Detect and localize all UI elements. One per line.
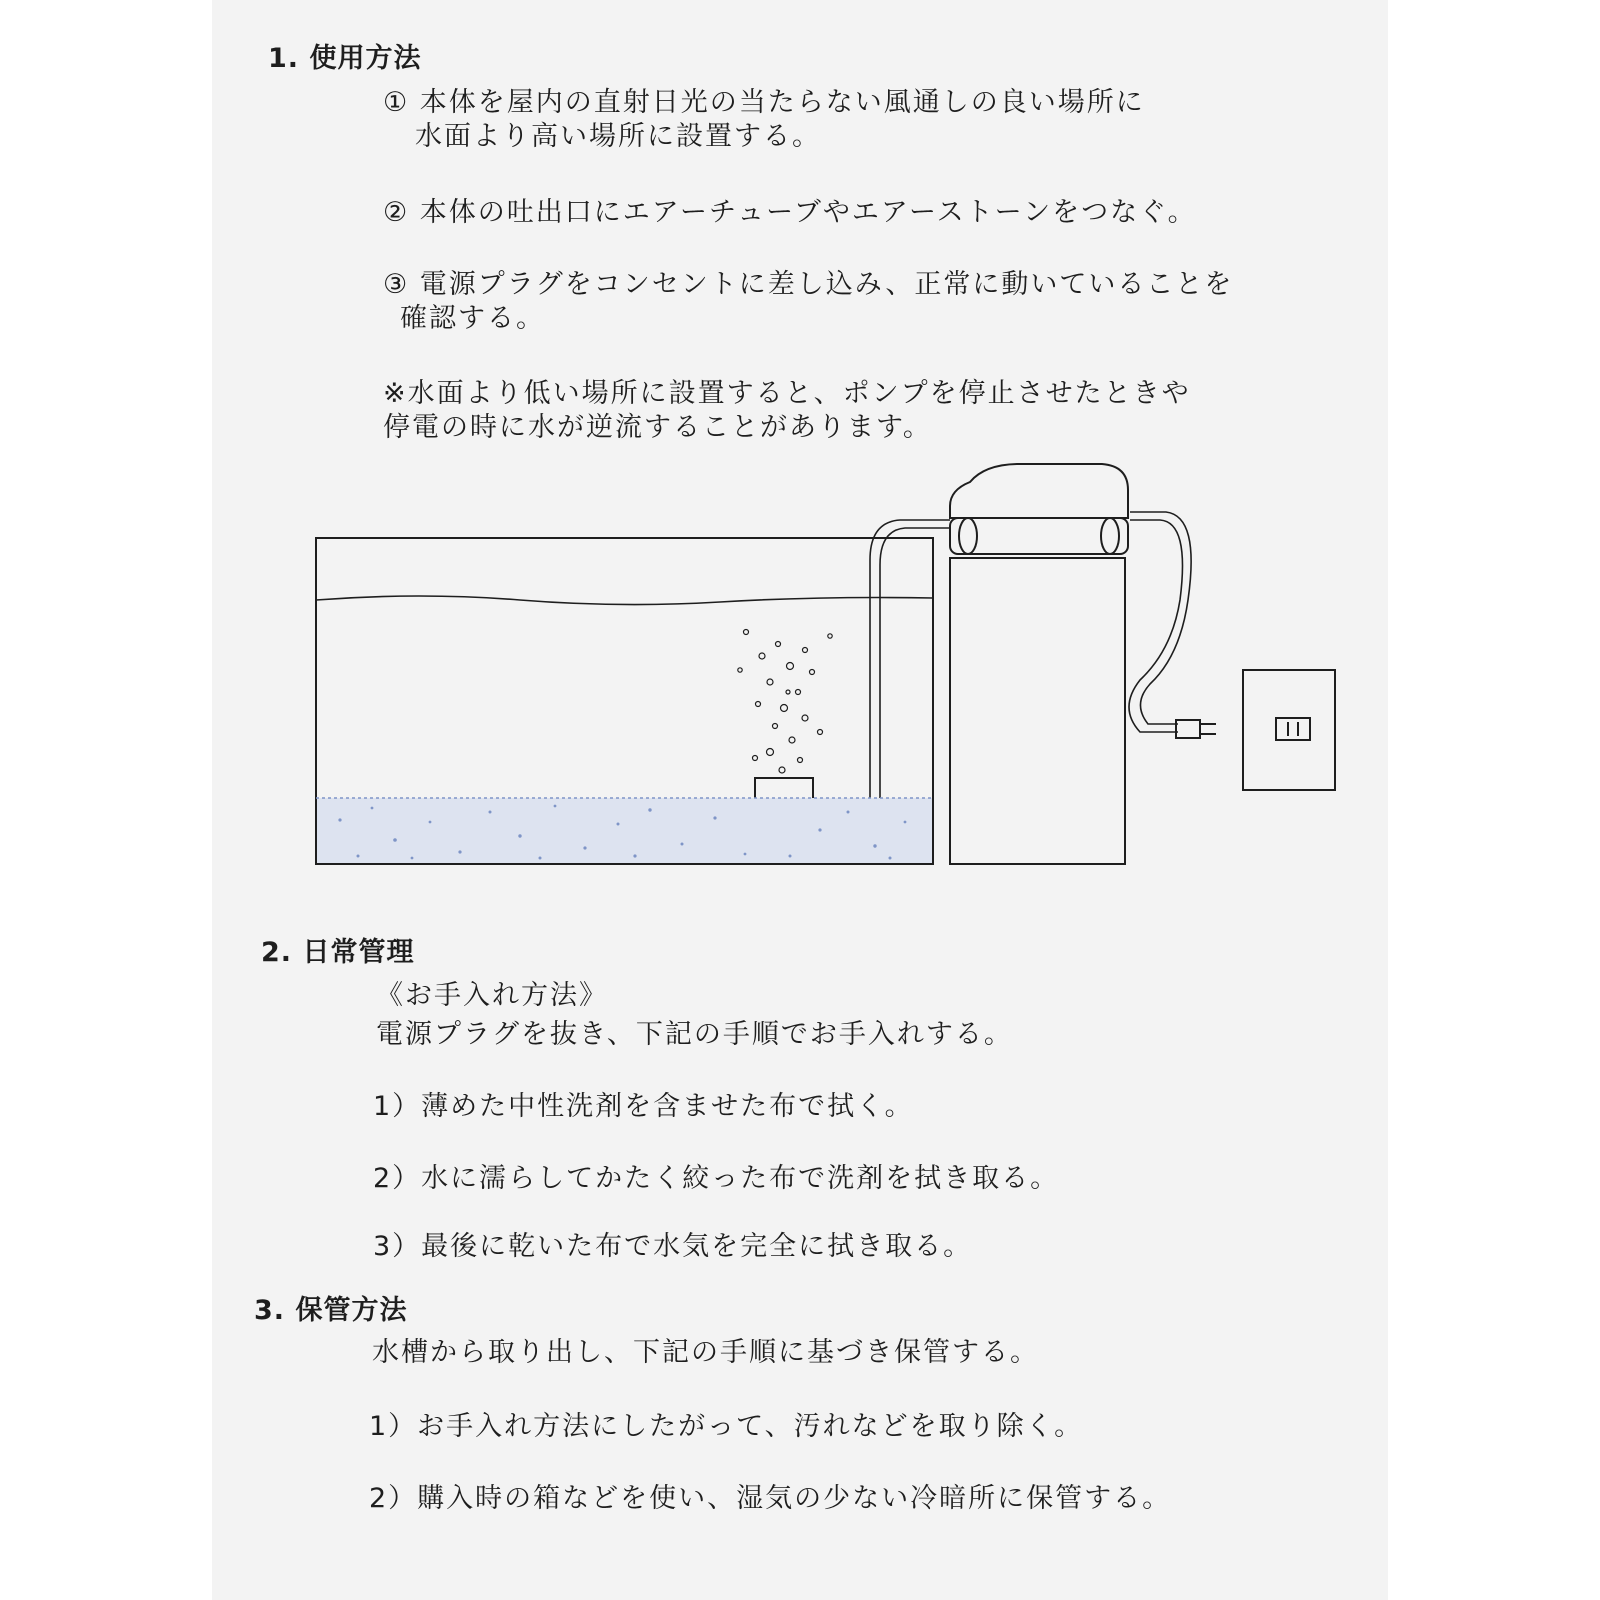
gravel-bed — [317, 798, 932, 863]
aquarium-air-pump-diagram — [300, 460, 1350, 880]
care-method-label: 《お手入れ方法》 — [376, 980, 608, 1011]
step-1-line-2: 水面より高い場所に設置する。 — [415, 121, 821, 152]
air-pump-body — [950, 464, 1128, 518]
storage-intro: 水槽から取り出し、下記の手順に基づき保管する。 — [372, 1337, 1039, 1368]
power-cord — [1129, 520, 1183, 732]
care-step-2: 2）水に濡らしてかたく絞った布で洗剤を拭き取る。 — [373, 1163, 1060, 1194]
section-3-heading: 3. 保管方法 — [254, 1295, 408, 1326]
step-3-line-1: ③ 電源プラグをコンセントに差し込み、正常に動いていることを — [383, 269, 1234, 300]
storage-step-2: 2）購入時の箱などを使い、湿気の少ない冷暗所に保管する。 — [369, 1483, 1172, 1514]
section-1-heading: 1. 使用方法 — [268, 43, 422, 74]
caution-line-1: ※水面より低い場所に設置すると、ポンプを停止させたときや — [383, 378, 1191, 409]
step-2-line: ② 本体の吐出口にエアーチューブやエアーストーンをつなぐ。 — [383, 197, 1197, 228]
step-1-line-1: ① 本体を屋内の直射日光の当たらない風通しの良い場所に — [383, 87, 1145, 118]
air-tube — [870, 520, 950, 800]
air-bubbles — [738, 630, 832, 774]
power-plug-icon — [1176, 720, 1200, 738]
caution-line-2: 停電の時に水が逆流することがあります。 — [383, 412, 932, 443]
care-step-1: 1）薄めた中性洗剤を含ませた布で拭く。 — [373, 1091, 914, 1122]
care-step-3: 3）最後に乾いた布で水気を完全に拭き取る。 — [373, 1231, 973, 1262]
stand-cabinet — [950, 558, 1125, 864]
water-surface — [316, 596, 933, 605]
section-2-heading: 2. 日常管理 — [261, 937, 415, 968]
step-3-line-2: 確認する。 — [400, 303, 545, 334]
storage-step-1: 1）お手入れ方法にしたがって、汚れなどを取り除く。 — [369, 1411, 1084, 1442]
care-intro: 電源プラグを抜き、下記の手順でお手入れする。 — [376, 1019, 1013, 1050]
